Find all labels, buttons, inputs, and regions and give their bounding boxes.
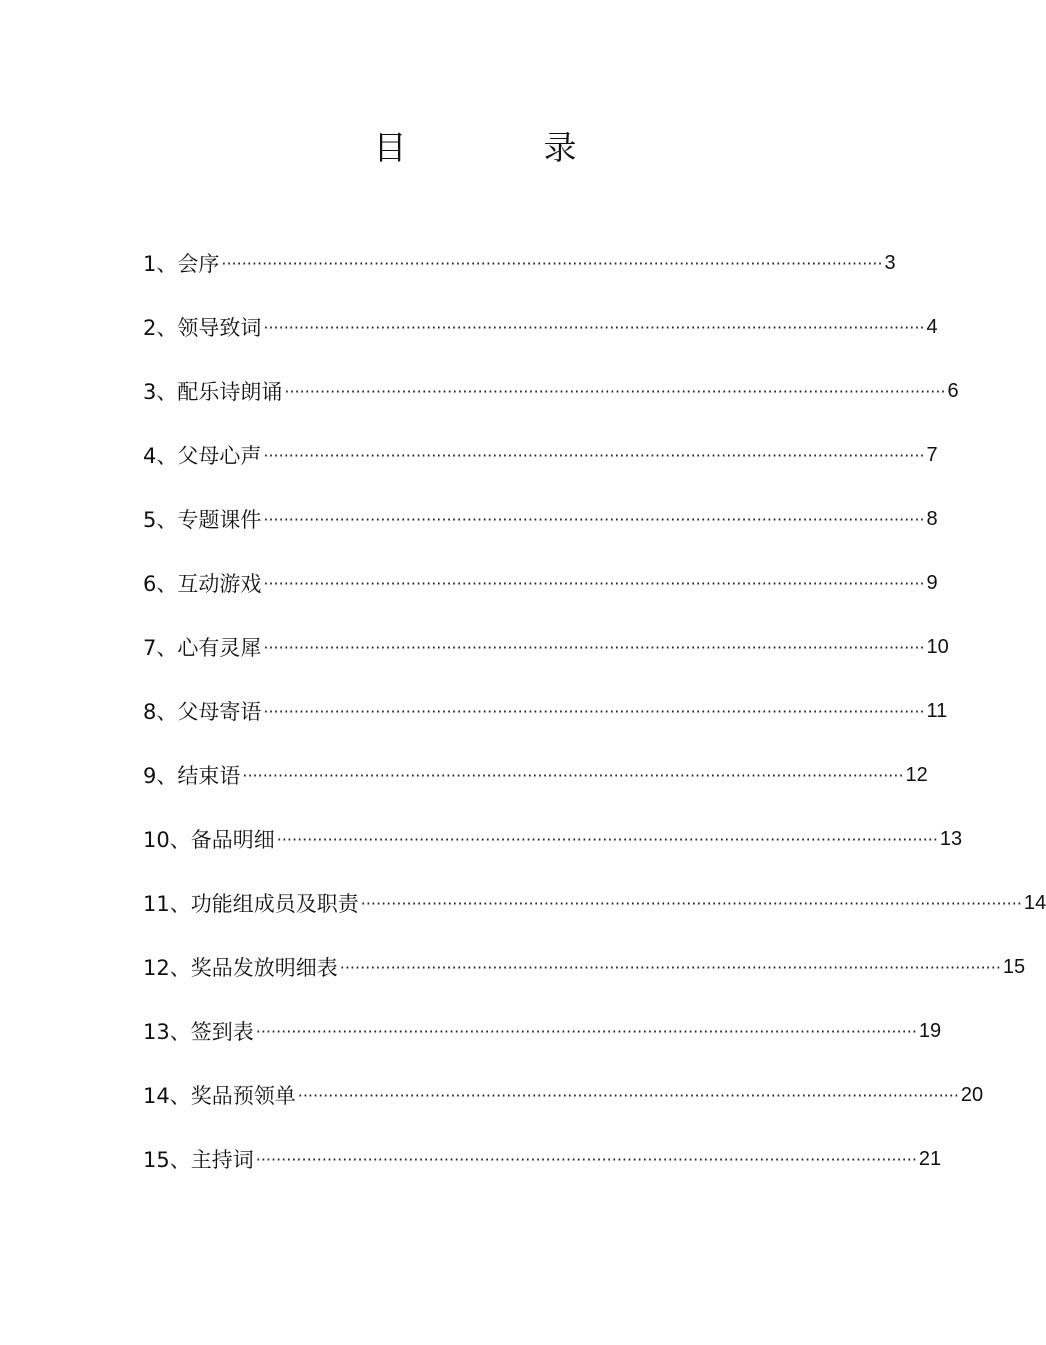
toc-entry[interactable] <box>143 885 1046 921</box>
toc-entry-label: 12、奖品发放明细表 <box>143 956 338 980</box>
toc-entry-page: 10 <box>926 635 949 658</box>
toc-entry-label: 4、父母心声 <box>143 444 262 468</box>
dot-leader: ·································································································································· <box>263 317 925 337</box>
toc-entry-label: 6、互动游戏 <box>143 572 262 596</box>
toc-entry-page: 15 <box>1002 955 1026 978</box>
toc-entry[interactable] <box>143 1077 984 1113</box>
dot-leader: ·································································································································· <box>297 1085 959 1105</box>
toc-entry[interactable] <box>143 949 1026 985</box>
toc-entry-label: 13、签到表 <box>143 1020 254 1044</box>
toc-entry-page: 7 <box>926 443 938 466</box>
dot-leader: ·································································································································· <box>242 765 904 785</box>
toc-entry[interactable] <box>143 309 938 345</box>
toc-entry-page: 4 <box>926 315 938 338</box>
toc-entry-label: 5、专题课件 <box>143 508 262 532</box>
toc-entry[interactable] <box>143 1141 942 1177</box>
dot-leader: ·································································································································· <box>284 381 946 401</box>
toc-entry[interactable] <box>143 821 963 857</box>
toc-entry-label: 1、会序 <box>143 252 220 276</box>
toc-entry-label: 3、配乐诗朗诵 <box>143 380 283 404</box>
toc-entry-page: 3 <box>884 251 896 274</box>
toc-entry[interactable] <box>143 565 938 601</box>
dot-leader: ·································································································································· <box>255 1021 917 1041</box>
toc-entry-page: 20 <box>960 1083 984 1106</box>
page-title: 目 录 <box>373 128 629 167</box>
dot-leader: ·································································································································· <box>360 893 1022 913</box>
toc-entry-label: 8、父母寄语 <box>143 700 262 724</box>
toc-entry-label: 7、心有灵犀 <box>143 636 262 660</box>
toc-entry-label: 11、功能组成员及职责 <box>143 892 359 916</box>
toc-entry-page: 8 <box>926 507 938 530</box>
toc-entry-label: 14、奖品预领单 <box>143 1084 296 1108</box>
dot-leader: ·································································································································· <box>276 829 938 849</box>
toc-entry[interactable] <box>143 245 896 281</box>
toc-entry-page: 13 <box>939 827 963 850</box>
toc-entry[interactable] <box>143 373 959 409</box>
dot-leader: ·································································································································· <box>263 637 925 657</box>
toc-entry-label: 9、结束语 <box>143 764 241 788</box>
toc-entry-page: 9 <box>926 571 938 594</box>
toc-entry[interactable] <box>143 501 938 537</box>
toc-entry[interactable] <box>143 629 949 665</box>
toc-entry-label: 2、领导致词 <box>143 316 262 340</box>
toc-entry-page: 14 <box>1023 891 1046 914</box>
toc-entry-page: 21 <box>918 1147 942 1170</box>
dot-leader: ·································································································································· <box>255 1149 917 1169</box>
dot-leader: ·································································································································· <box>339 957 1001 977</box>
dot-leader: ·································································································································· <box>263 701 925 721</box>
dot-leader: ·································································································································· <box>263 445 925 465</box>
toc-entry-label: 15、主持词 <box>143 1148 254 1172</box>
toc-entry-page: 11 <box>926 699 948 722</box>
toc-entry-page: 12 <box>905 763 928 786</box>
dot-leader: ·································································································································· <box>263 509 925 529</box>
toc-entry[interactable] <box>143 693 948 729</box>
toc-entry[interactable] <box>143 1013 942 1049</box>
dot-leader: ·································································································································· <box>221 253 883 273</box>
toc-entry-label: 10、备品明细 <box>143 828 275 852</box>
toc-entry-page: 19 <box>918 1019 942 1042</box>
toc-entry[interactable] <box>143 757 928 793</box>
dot-leader: ·································································································································· <box>263 573 925 593</box>
toc-entry[interactable] <box>143 437 938 473</box>
toc-entry-page: 6 <box>947 379 959 402</box>
